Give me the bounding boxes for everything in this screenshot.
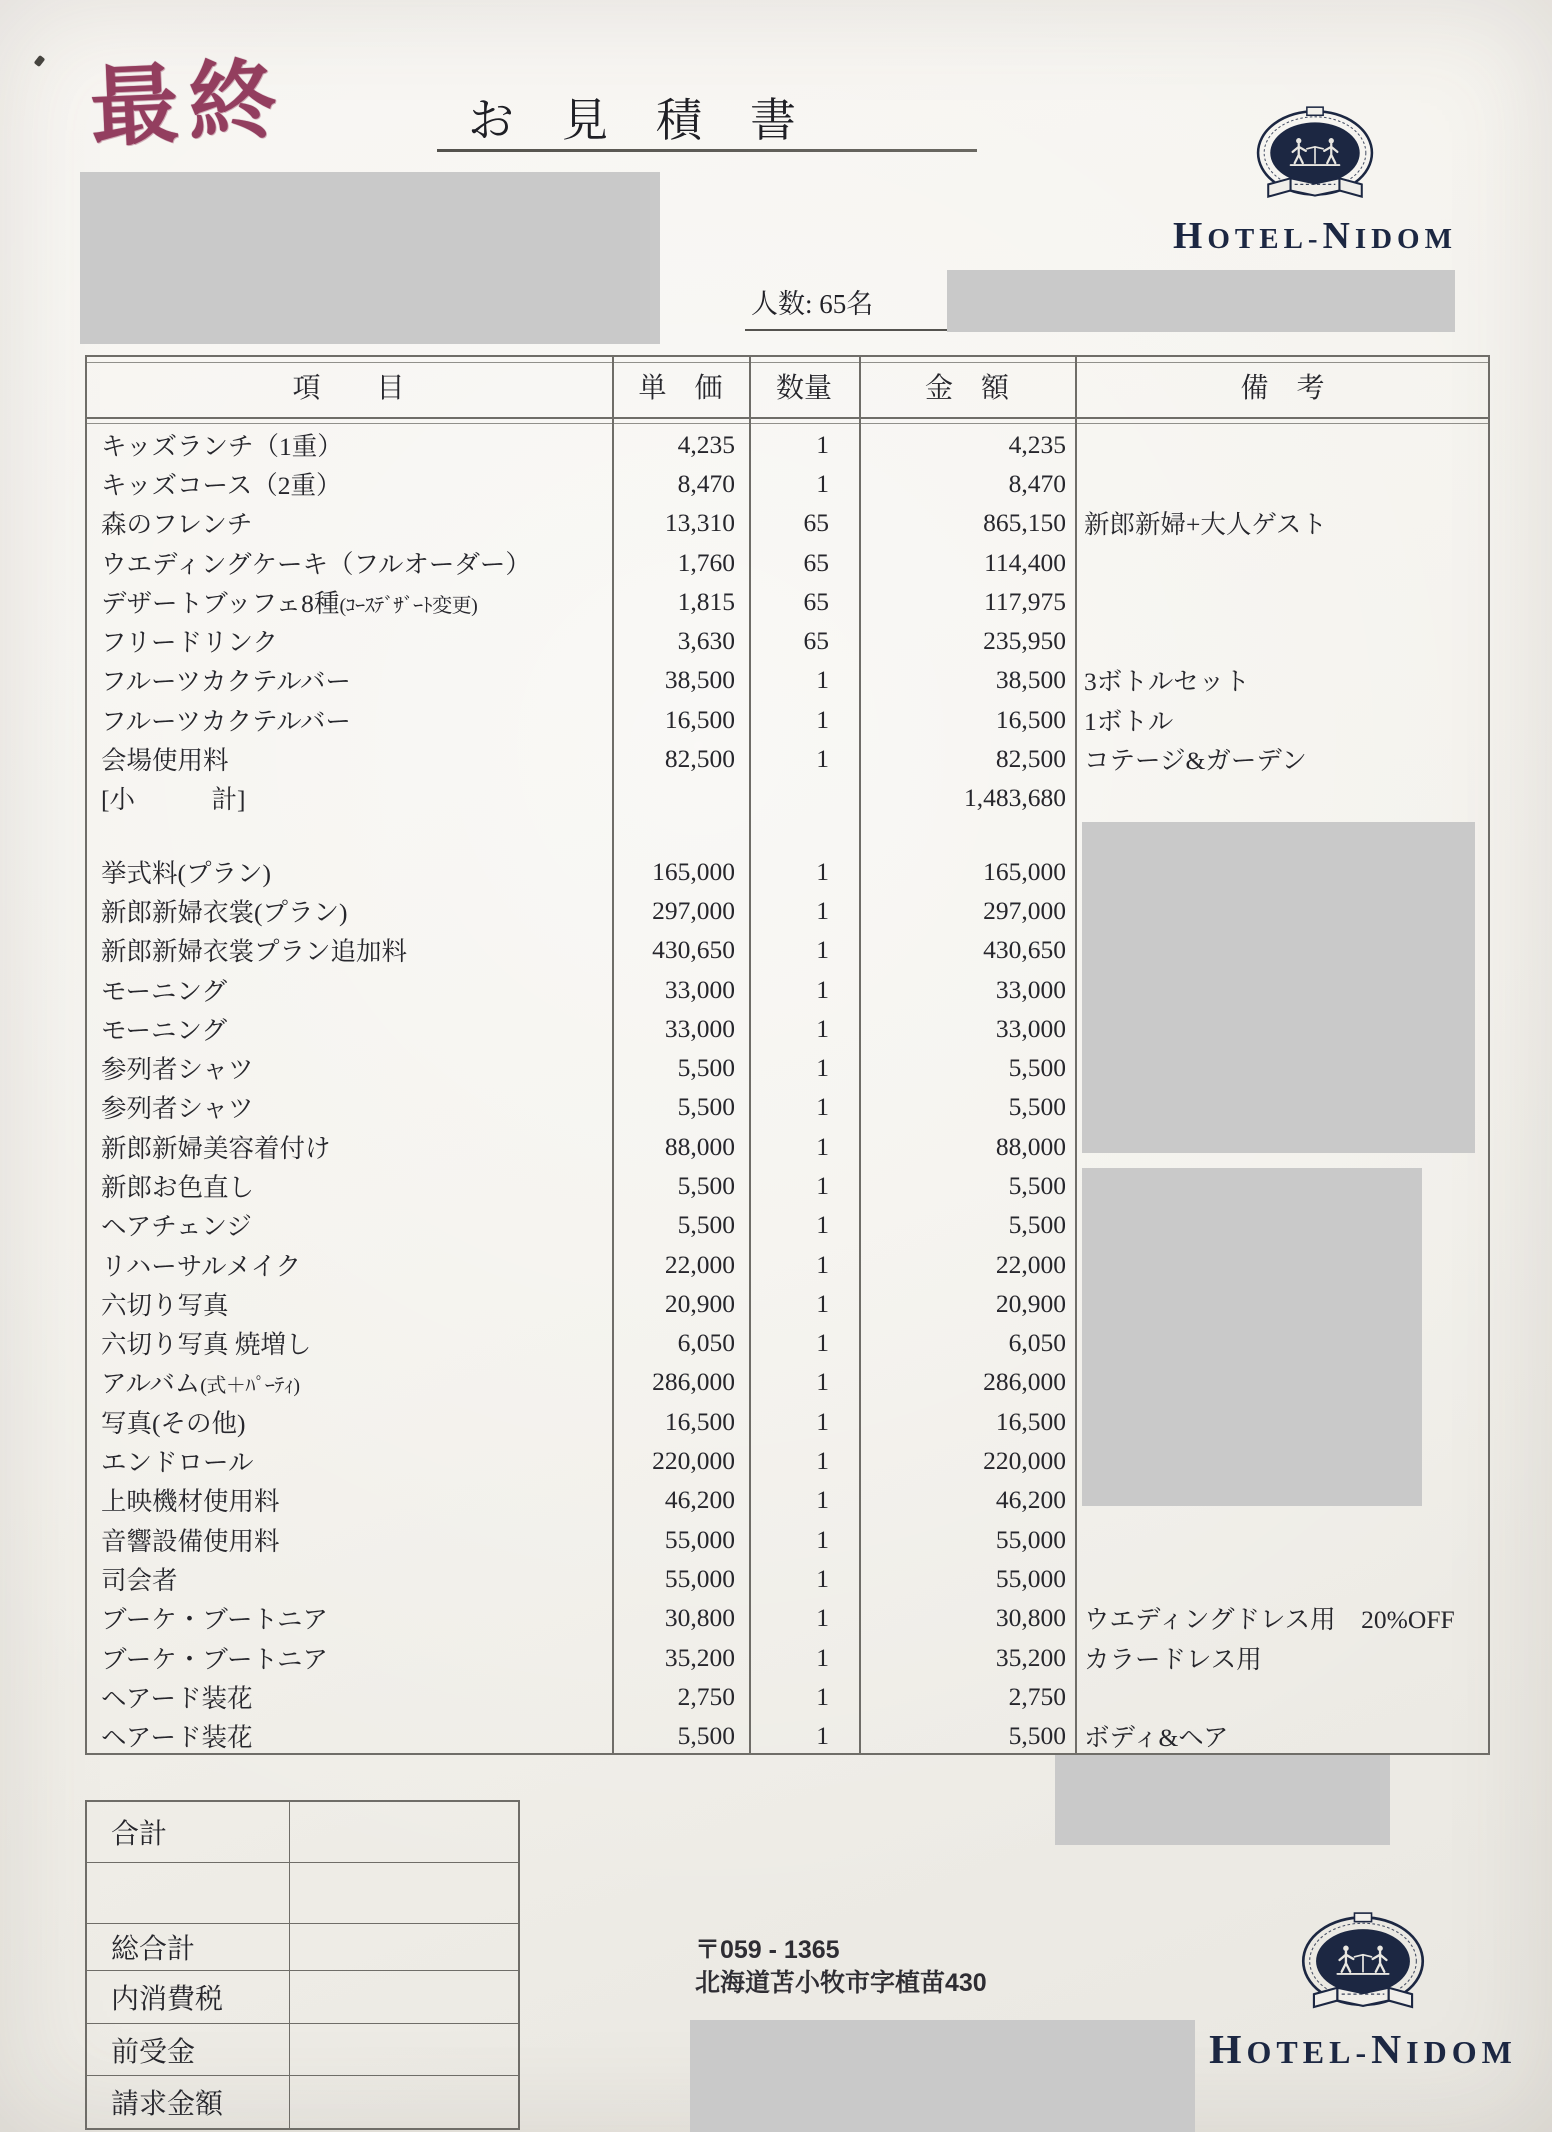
unit-price-cell: 16,500	[664, 704, 735, 734]
quantity-cell: 1	[816, 974, 829, 1004]
amount-cell: 35,200	[995, 1642, 1066, 1672]
quantity-cell: 1	[816, 429, 829, 459]
page-title: お見積書	[468, 95, 844, 146]
item-name-cell: 六切り写真	[101, 1290, 229, 1320]
table-row	[85, 1638, 1490, 1677]
quantity-cell: 1	[816, 935, 829, 965]
hotel-brand-name: HOTEL-NIDOM	[1209, 2026, 1517, 2072]
quantity-cell: 65	[803, 508, 829, 538]
summary-row	[87, 1971, 518, 2024]
item-name-cell: デザートブッフェ8種(ｺｰｽﾃﾞｻﾞｰﾄ変更)	[101, 588, 478, 618]
table-row	[85, 582, 1490, 621]
unit-price-cell: 30,800	[664, 1603, 735, 1633]
table-row	[85, 621, 1490, 660]
quantity-cell: 1	[816, 856, 829, 886]
item-name-cell: アルバム(式＋ﾊﾟｰﾃｨ)	[101, 1369, 300, 1399]
summary-label: 総合計	[87, 1924, 290, 1970]
quantity-cell: 1	[816, 1210, 829, 1240]
unit-price-cell: 5,500	[677, 1053, 735, 1083]
quantity-cell: 1	[816, 1681, 829, 1711]
summary-value	[290, 1802, 518, 1862]
title-underline	[437, 149, 977, 152]
unit-price-cell: 6,050	[677, 1328, 735, 1358]
summary-row	[87, 2076, 518, 2128]
summary-row	[87, 1863, 518, 1924]
item-name-cell: フルーツカクテルバー	[101, 667, 351, 697]
item-name-cell: 森のフレンチ	[101, 510, 253, 540]
unit-price-cell: 22,000	[664, 1249, 735, 1279]
amount-cell: 235,950	[983, 626, 1066, 656]
unit-price-cell: 46,200	[664, 1485, 735, 1515]
redaction-box-bottom-right	[1055, 1755, 1390, 1845]
table-row	[85, 425, 1490, 464]
item-name-cell: ウエディングケーキ（フルオーダー）	[101, 549, 531, 579]
quantity-cell: 1	[816, 1563, 829, 1593]
amount-cell: 286,000	[983, 1367, 1066, 1397]
summary-row	[87, 2024, 518, 2076]
unit-price-cell: 4,235	[677, 429, 735, 459]
quantity-cell: 1	[816, 1328, 829, 1358]
unit-price-cell: 297,000	[652, 895, 735, 925]
quantity-cell: 1	[816, 468, 829, 498]
redaction-box-remarks-1	[1082, 822, 1475, 1153]
unit-price-cell: 33,000	[664, 1013, 735, 1043]
table-row	[85, 1520, 1490, 1559]
item-name-cell: 会場使用料	[101, 746, 229, 776]
quantity-cell: 1	[816, 704, 829, 734]
remark-cell: 新郎新婦+大人ゲスト	[1084, 510, 1327, 540]
amount-cell: 865,150	[983, 508, 1066, 538]
summary-value	[290, 1971, 518, 2023]
guest-count-value: 65名	[819, 289, 874, 319]
quantity-cell: 1	[816, 1249, 829, 1279]
amount-cell: 114,400	[984, 547, 1066, 577]
quantity-cell: 1	[816, 1485, 829, 1515]
table-row	[85, 779, 1490, 818]
item-name-cell: 挙式料(プラン)	[101, 858, 271, 888]
item-name-cell: 六切り写真 焼増し	[101, 1330, 312, 1360]
item-name-cell: ヘアチェンジ	[101, 1212, 252, 1242]
table-row	[85, 504, 1490, 543]
unit-price-cell: 5,500	[677, 1170, 735, 1200]
unit-price-cell: 5,500	[677, 1210, 735, 1240]
quantity-cell: 1	[816, 665, 829, 695]
quantity-cell: 1	[816, 1642, 829, 1672]
item-name-cell: ヘアード装花	[101, 1723, 253, 1753]
quantity-cell: 1	[816, 1367, 829, 1397]
item-name-cell: 上映機材使用料	[101, 1487, 280, 1517]
table-header-row	[85, 355, 1490, 417]
amount-cell: 33,000	[995, 974, 1066, 1004]
header-unit-price: 単 価	[638, 373, 723, 404]
amount-cell: 6,050	[1008, 1328, 1066, 1358]
unit-price-cell: 55,000	[664, 1563, 735, 1593]
redaction-box-bottom	[690, 2020, 1195, 2132]
summary-table	[85, 1800, 520, 2130]
summary-label: 合計	[87, 1802, 290, 1862]
unit-price-cell: 8,470	[677, 468, 735, 498]
amount-cell: 165,000	[983, 856, 1066, 886]
redaction-box-header-right	[947, 270, 1455, 332]
table-row	[85, 464, 1490, 503]
amount-cell: 4,235	[1008, 429, 1066, 459]
quantity-cell: 65	[803, 547, 829, 577]
amount-cell: 5,500	[1008, 1053, 1066, 1083]
unit-price-cell: 13,310	[664, 508, 735, 538]
remark-cell: ウエディングドレス用 20%OFF	[1084, 1605, 1455, 1635]
summary-value	[290, 2076, 518, 2128]
summary-value	[290, 2024, 518, 2075]
header-item: 項 目	[292, 373, 405, 404]
remark-cell: コテージ&ガーデン	[1084, 746, 1307, 776]
item-name-cell: 参列者シャツ	[101, 1055, 254, 1085]
postal-code: 〒059 - 1365	[695, 1936, 840, 1964]
amount-cell: 220,000	[983, 1446, 1066, 1476]
item-name-cell: 写真(その他)	[101, 1408, 246, 1438]
unit-price-cell: 286,000	[652, 1367, 735, 1397]
summary-row	[87, 1802, 518, 1863]
paper-speck	[34, 55, 46, 67]
unit-price-cell: 88,000	[664, 1131, 735, 1161]
item-name-cell: モーニング	[101, 976, 227, 1006]
item-name-cell: エンドロール	[101, 1448, 254, 1478]
remark-cell: 3ボトルセット	[1084, 667, 1250, 697]
amount-cell: 55,000	[995, 1563, 1066, 1593]
item-name-cell: 新郎新婦衣裳(プラン)	[101, 897, 348, 927]
item-name-cell: リハーサルメイク	[101, 1251, 302, 1281]
item-note: (式＋ﾊﾟｰﾃｨ)	[200, 1375, 300, 1398]
amount-cell: 33,000	[995, 1013, 1066, 1043]
table-row	[85, 1599, 1490, 1638]
item-name-cell: フルーツカクテルバー	[101, 706, 351, 736]
summary-row	[87, 1924, 518, 1971]
summary-value	[290, 1924, 518, 1970]
quantity-cell: 1	[816, 1721, 829, 1751]
redaction-box-client-info	[80, 172, 660, 344]
unit-price-cell: 220,000	[652, 1446, 735, 1476]
unit-price-cell: 82,500	[664, 744, 735, 774]
unit-price-cell: 430,650	[652, 935, 735, 965]
unit-price-cell: 35,200	[664, 1642, 735, 1672]
item-name-cell: フリードリンク	[101, 628, 278, 658]
unit-price-cell: 5,500	[677, 1721, 735, 1751]
unit-price-cell: 5,500	[677, 1092, 735, 1122]
unit-price-cell: 1,760	[677, 547, 735, 577]
item-name-cell: [小 計]	[101, 785, 246, 815]
quantity-cell: 1	[816, 1092, 829, 1122]
summary-label	[87, 1863, 290, 1923]
amount-cell: 20,900	[995, 1288, 1066, 1318]
amount-cell: 8,470	[1008, 468, 1066, 498]
quantity-cell: 1	[816, 1406, 829, 1436]
amount-cell: 297,000	[983, 895, 1066, 925]
summary-label: 内消費税	[87, 1971, 290, 2023]
amount-cell: 82,500	[995, 744, 1066, 774]
item-note: (ｺｰｽﾃﾞｻﾞｰﾄ変更)	[339, 594, 478, 617]
summary-label: 前受金	[87, 2024, 290, 2075]
quantity-cell: 1	[816, 1170, 829, 1200]
hotel-logo-top	[1150, 106, 1480, 258]
item-name-cell: 新郎新婦美容着付け	[101, 1133, 331, 1163]
hotel-crest-icon	[1254, 106, 1376, 212]
quantity-cell: 65	[803, 586, 829, 616]
table-row	[85, 1717, 1490, 1756]
header-quantity: 数量	[775, 373, 832, 404]
amount-cell: 38,500	[995, 665, 1066, 695]
item-name-cell: キッズコース（2重）	[101, 470, 342, 500]
unit-price-cell: 165,000	[652, 856, 735, 886]
item-name-cell: ブーケ・ブートニア	[101, 1605, 328, 1635]
unit-price-cell: 1,815	[677, 586, 735, 616]
amount-cell: 5,500	[1008, 1210, 1066, 1240]
table-row	[85, 1559, 1490, 1598]
table-row	[85, 661, 1490, 700]
amount-cell: 16,500	[995, 1406, 1066, 1436]
unit-price-cell: 3,630	[677, 626, 735, 656]
amount-cell: 88,000	[995, 1131, 1066, 1161]
item-name-cell: 新郎新婦衣裳プラン追加料	[101, 937, 408, 967]
hotel-logo-bottom	[1188, 1912, 1538, 2073]
item-name-cell: ブーケ・ブートニア	[101, 1644, 328, 1674]
amount-cell: 5,500	[1008, 1721, 1066, 1751]
item-name-cell: モーニング	[101, 1015, 227, 1045]
remark-cell: 1ボトル	[1084, 706, 1174, 736]
table-row	[85, 543, 1490, 582]
table-row	[85, 700, 1490, 739]
hotel-address	[695, 1934, 987, 2000]
quantity-cell: 1	[816, 1013, 829, 1043]
hotel-brand-name: HOTEL-NIDOM	[1173, 215, 1457, 257]
quantity-cell: 1	[816, 1603, 829, 1633]
header-remarks: 備 考	[1240, 373, 1325, 404]
quantity-cell: 1	[816, 1524, 829, 1554]
amount-cell: 16,500	[995, 704, 1066, 734]
table-row	[85, 1677, 1490, 1716]
item-name-cell: 司会者	[101, 1565, 178, 1595]
item-name-cell: 新郎お色直し	[101, 1172, 255, 1202]
summary-value	[290, 1863, 518, 1923]
unit-price-cell: 33,000	[664, 974, 735, 1004]
guest-count-label: 人数:	[751, 289, 813, 319]
amount-cell: 5,500	[1008, 1092, 1066, 1122]
quantity-cell: 1	[816, 895, 829, 925]
amount-cell: 22,000	[995, 1249, 1066, 1279]
hotel-crest-icon	[1299, 1912, 1427, 2023]
amount-cell: 1,483,680	[964, 783, 1066, 813]
quantity-cell: 1	[816, 744, 829, 774]
unit-price-cell: 16,500	[664, 1406, 735, 1436]
item-name-cell: ヘアード装花	[101, 1683, 253, 1713]
remark-cell: ボディ&ヘア	[1084, 1723, 1229, 1753]
amount-cell: 46,200	[995, 1485, 1066, 1515]
remark-cell: カラードレス用	[1084, 1644, 1262, 1674]
redaction-box-remarks-2	[1082, 1168, 1422, 1506]
amount-cell: 30,800	[995, 1603, 1066, 1633]
table-row	[85, 739, 1490, 778]
quantity-cell: 65	[803, 626, 829, 656]
quantity-cell: 1	[816, 1446, 829, 1476]
amount-cell: 55,000	[995, 1524, 1066, 1554]
quantity-cell: 1	[816, 1288, 829, 1318]
header-amount: 金 額	[924, 373, 1009, 404]
unit-price-cell: 38,500	[664, 665, 735, 695]
amount-cell: 117,975	[984, 586, 1066, 616]
unit-price-cell: 2,750	[677, 1681, 735, 1711]
unit-price-cell: 55,000	[664, 1524, 735, 1554]
quantity-cell: 1	[816, 1131, 829, 1161]
amount-cell: 2,750	[1008, 1681, 1066, 1711]
unit-price-cell: 20,900	[664, 1288, 735, 1318]
amount-cell: 430,650	[983, 935, 1066, 965]
final-stamp: 最終	[88, 52, 289, 159]
summary-label: 請求金額	[87, 2076, 290, 2128]
item-name-cell: 音響設備使用料	[101, 1526, 280, 1556]
street-address: 北海道苫小牧市字植苗430	[695, 1969, 987, 1997]
quantity-cell: 1	[816, 1053, 829, 1083]
item-name-cell: キッズランチ（1重）	[101, 431, 343, 461]
amount-cell: 5,500	[1008, 1170, 1066, 1200]
item-name-cell: 参列者シャツ	[101, 1094, 254, 1124]
